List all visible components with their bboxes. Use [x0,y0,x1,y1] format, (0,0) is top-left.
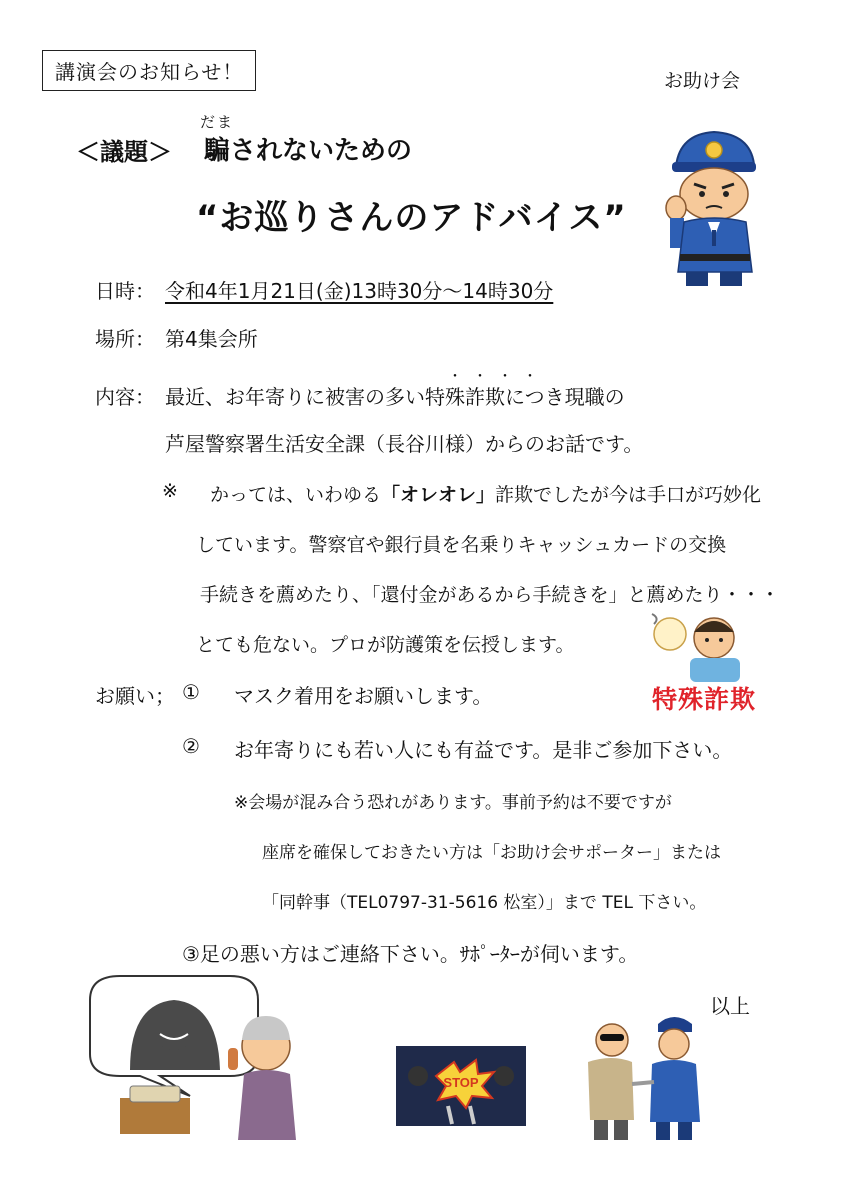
furigana-dama: だま [200,113,235,131]
note-line-3: 手続きを薦めたり、「還付金があるから手続きを」と薦めたり・・・ [200,584,780,606]
place-label: 場所： [95,327,155,351]
request-2-number: ② [182,734,200,758]
organization-name: お助け会 [664,70,741,92]
request-sub-1: ※会場が混み合う恐れがあります。事前予約は不要ですが [234,793,672,813]
worried-person-illustration [640,608,766,682]
note-line-1-bold: 「オレオレ」 [381,484,496,506]
note-line-1 [210,480,761,507]
emphasis-dots: ・・・・ [448,369,548,385]
date-label: 日時： [95,279,155,303]
note-line-4: とても危ない。プロが防護策を伝授します。 [196,634,575,656]
note-line-1-pre: かっては、いわゆる [210,484,382,506]
request-sub-3: 「同幹事（TEL0797-31-5616 松室）」まで TEL 下さい。 [262,893,707,913]
note-line-1-post: 詐欺でしたが今は手口が巧妙化 [495,484,762,506]
notice-label: 講演会のお知らせ！ [42,50,256,91]
request-3-text: ③足の悪い方はご連絡下さい。ｻﾎﾟｰﾀｰが伺います。 [182,942,639,966]
note-line-2: しています。警察官や銀行員を名乗りキャッシュカードの交換 [196,534,727,556]
fraud-badge: 特殊詐欺 [652,685,757,714]
requests-label: お願い； [95,684,175,708]
request-1-number: ① [182,680,200,704]
phone-scam-illustration [80,970,320,1140]
police-officer-illustration [662,126,762,290]
agenda-label: ＜議題＞ [76,138,172,166]
note-mark: ※ [162,480,178,502]
content-line-1: 最近、お年寄りに被害の多い特殊詐欺につき現職の [165,385,625,409]
request-sub-2: 座席を確保しておきたい方は「お助け会サポーター」または [262,843,721,863]
request-1-text: マスク着用をお願いします。 [234,684,493,708]
content-line-2: 芦屋警察署生活安全課（長谷川様）からのお話です。 [165,432,644,456]
police-arrest-illustration [574,1010,714,1140]
stop-fraud-illustration [396,1046,526,1126]
place-value: 第4集会所 [165,327,258,351]
request-2-text: お年寄りにも若い人にも有益です。是非ご参加下さい。 [234,738,733,762]
date-value: 令和4年1月21日(金)13時30分～14時30分 [165,279,554,303]
agenda-text: 騙されないための [204,136,413,166]
main-title: “お巡りさんのアドバイス” [196,198,627,238]
content-label: 内容： [95,385,155,409]
closing-text: 以上 [710,994,750,1018]
stop-sign-text: STOP [443,1075,479,1090]
